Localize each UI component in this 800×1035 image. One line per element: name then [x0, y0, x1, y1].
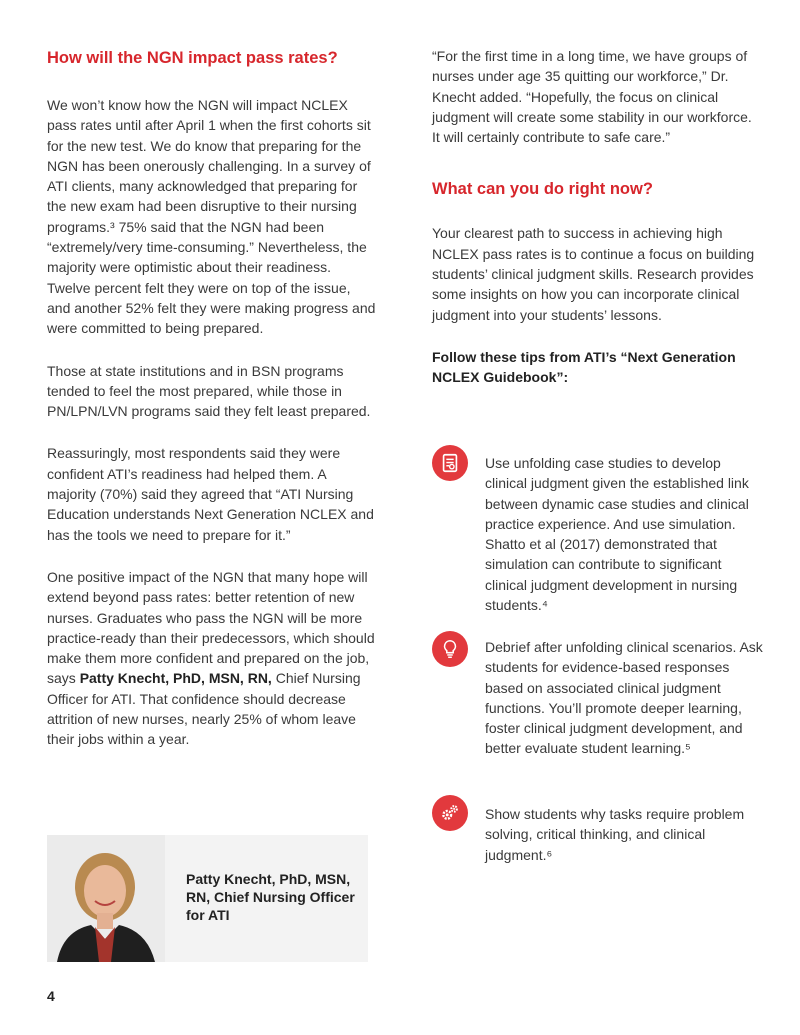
- tip-text: Use unfolding case studies to develop clinical judgment given the established link between dynamic case studies and clinical practice experience. And use simulation. Shatto et al (2017) demonstrated that simulation can contribute to significant clinical judgment development in nursing students.⁴: [485, 455, 749, 614]
- paragraph-retention: [47, 567, 377, 750]
- tips-heading: Follow these tips from ATI’s “Next Generation NCLEX Guidebook”:: [432, 348, 736, 386]
- heading-pass-rates: How will the NGN impact pass rates?: [47, 49, 338, 67]
- case-study-icon: [432, 445, 468, 481]
- paragraph-institutions: Those at state institutions and in BSN programs tended to feel the most prepared, while those in PN/LPN/LVN programs said they felt least prepared.: [47, 362, 371, 420]
- retention-name: Patty Knecht, PhD, MSN, RN,: [79, 670, 272, 687]
- tip-text: Debrief after unfolding clinical scenarios. Ask students for evidence-based responses based on associated clinical judgment functions. You’ll promote deeper learning, foster clinical judgment development, and better evaluate student learning.⁵: [485, 639, 763, 757]
- paragraph-clearest-path: Your clearest path to success in achieving high NCLEX pass rates is to continue a focus on building students’ clinical judgment skills. Research provides some insights on how you can incorporate clinical judgment into your students’ lessons.: [432, 225, 755, 323]
- heading-right-now: What can you do right now?: [432, 180, 653, 199]
- profile-caption: Patty Knecht, PhD, MSN, RN, Chief Nursing Officer for ATI: [186, 871, 355, 923]
- lightbulb-icon: [432, 631, 468, 667]
- gears-icon: [432, 795, 468, 831]
- knecht-quote: “For the first time in a long time, we have groups of nurses under age 35 quitting our workforce,” Dr. Knecht added. “Hopefully, the focus on clinical judgment will create some stability in our workforce. It will certainly contribute to safe care.”: [432, 48, 752, 146]
- tip-text: Show students why tasks require problem solving, critical thinking, and clinical judgment.⁶: [485, 806, 745, 863]
- paragraph-reassuringly: Reassuringly, most respondents said they were confident ATI’s readiness had helped them. A majority (70%) said they agreed that “ATI Nursing Education understands Next Generation NCLEX and has the tools we need to prepare for it.”: [47, 445, 374, 543]
- retention-text-a: One positive impact of the NGN that many hope will extend beyond pass rates: better retention of new nurses. Graduates who pass the NGN will be more practice-ready than their predecessors, which should make them more confident and prepared on the job, says: [47, 568, 375, 687]
- profile-card: [47, 835, 368, 962]
- profile-photo: [47, 835, 165, 962]
- left-column: [47, 46, 377, 750]
- paragraph-survey: We won’t know how the NGN will impact NCLEX pass rates until after April 1 when the first cohorts sit for the new test. We do know that preparing for the NGN has been onerously challenging. In a survey of ATI clients, many acknowledged that preparing for the new exam had been disruptive to their nursing programs.³ 75% said that the NGN had been “extremely/very time-consuming.” Nevertheless, the majority were optimistic about their readiness. Twelve percent felt they were on top of the issue, and another 52% felt they were making progress and were committed to being prepared.: [47, 97, 376, 337]
- page-number: 4: [47, 988, 55, 1004]
- right-column: [432, 46, 762, 388]
- retention-text-b: Chief Nursing Officer for ATI. That confidence should decrease attrition of new nurses, nearly 25% of whom leave their jobs within a year.: [47, 670, 361, 748]
